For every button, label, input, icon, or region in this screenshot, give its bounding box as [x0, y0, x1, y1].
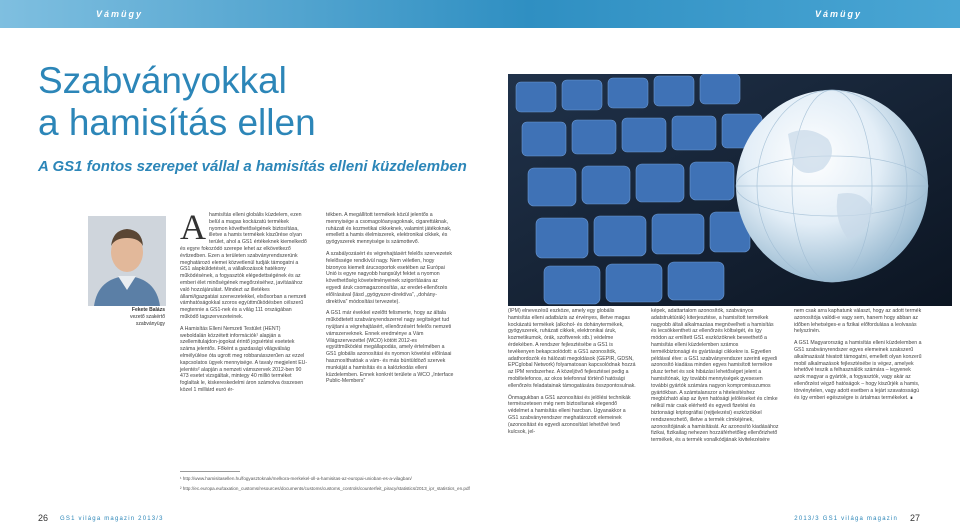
footnote-2: ² http://ec.europa.eu/taxation_customs/resources/documents/customs/customs_controls/counterfeit_piracy/statistics/2013_ipr_statistics_en.pdf — [180, 486, 470, 491]
col2-para-2: A szabályozásért és végrehajtásért felelős szervezetek felelőssége rendkívül nagy. Nem véletlen, hogy bizonyos kiemelt árucsoportok esetében az Európai Unió is egyre nagyobb hangsúlyt fektet a nyomon követhetőség követelményeinek szigorítására az egyedi áruk csomagazonosítás, az eredet-ellenőrzés előírásával (lásd „gyógyszer-direktíva”, „dohány-direktíva” módosítási tervezete). — [326, 250, 453, 305]
dropcap: A — [180, 207, 206, 247]
header-left-label: Vámügy — [96, 9, 144, 19]
footnote-divider — [180, 471, 240, 472]
column-2 — [326, 212, 454, 390]
col2-para-1: tékben. A megállított termékek közül jelentős a mennyisége a csomagolóanyagoknak, cigarettáknak, ruházati és kozmetikai cikkeknek, valamint játékoknak, emellett a hamis élelmiszerek, elektronikai cikkek, és gyógyszerek mennyisége is számottevő. — [326, 212, 452, 246]
author-caption — [40, 307, 165, 328]
title-line-1: Szabványokkal — [38, 60, 287, 101]
col1-text-1: hamisítás elleni globális küzdelem, ezen belül a magas kockázatú termékek nyomon követhetőségének biztosítása, illetve a hamis termékek kiszűrése olyan terület, ahol a GS1 értékeknek kiemelkedő és egyre fokozódó szerepe lehet az elkövetkező évtizedben. Ezen a területen szabványrendszerünk meghatározó elemei közvetlenül tudják támogatni a GS1 alapküldetését, a vállalkozások hatékony működésének, a fogyasztók elégedettségének és az emberi élet minőségének megőrzéséhez, javításához való hozzájárulást. Mindezt az illetékes állami/igazgatási szervezetekkel, elsősorban a nemzeti vámhatóságokkal szoros együttműködésben célszerű megtennie a GS1-nek és a világ 111 országában működő tagszervezeteinek. — [180, 212, 307, 320]
author-portrait — [88, 216, 166, 306]
col1-para-2: A Hamisítás Elleni Nemzeti Testület (HENT) weboldalán közzétett információk¹ alapján a szellemitulajdon-jogokat érintő jogsértési esetetek száma jelentős. Főként a gazdasági világválság elmélyülése óta ugrott meg robbanásszerűen az ezzel kapcsolatos ügyek mennyisége. A tavaly megjelent EU-jelentés² alapján a nemzeti vámszervek 2012-ben 90 473 esetet vizsgáltak, mintegy 40 millió terméket foglaltak le, kiskereskedelmi áron számolva összesen közel 1 milliárd euró ér- — [180, 325, 308, 393]
author-name: Fekete Balázs — [131, 307, 165, 313]
header-bar — [0, 0, 960, 28]
page-number-left: 26 — [38, 513, 49, 523]
footer-magazine-right: 2013/3 GS1 világa magazin — [794, 516, 898, 522]
column-4 — [651, 308, 779, 449]
globe-keyboard-photo — [508, 74, 952, 306]
page-number-right: 27 — [909, 513, 920, 523]
author-role-1: vezető szakértő — [129, 314, 165, 320]
col5-para-1: nem csak arra kaphatunk választ, hogy az adott termék azonosítója valódi-e vagy sem, hanem hogy abban az időben lehetséges-e a fizikai előfordulása a leolvasás helyszínén. — [794, 308, 922, 335]
header-right-label: Vámügy — [814, 9, 862, 19]
column-3 — [508, 308, 636, 440]
column-1 — [180, 207, 308, 399]
col2-para-3: A GS1 már évekkel ezelőtt felismerte, hogy az általa működtetett szabványrendszerrel nagy segítséget tud nyújtani a végrehajtásért, ellenőrzésért felelős nemzeti vámszerveknek. Ennek eredménye a Vám Világszervezettel (WCO) kötött 2012-es együttműködési megállapodás, amely értelmében a GS1 globális azonosítási és nyomon követési előírásai hasznosíthatóak a vám- és más büntüldöző szervek munkáját a hamisítás és a kalózkodás elleni küzdelemben. Ennek konkrét területe a WCO „Interface Public-Members” — [326, 310, 454, 385]
col3-para-1: (IPM) elnevezésű eszköze, amely egy globális hamisítás elleni adatbázis az érvényes, illetve magas kockázatú termékek (alkohol- és dohánytermékek, gyógyszerek, ruházati cikkek, elektronikai áruk, kozmetikumok, órák, szoftverek stb.) védelme érdekében. A rendszer fejlesztésébe a GS1 is tevékenyen bekapcsolódott: a GS1 azonosítók, adathordozók és hálózati megoldások (GEPIR, GDSN, EPCglobal Network) folyamatosan kapcsolódnak hozzá az IPM rendszerhez. A közeljövő fejlesztései pedig a mobiltelefonos, az okos telefonnal történő hatósági ellenőrzés feladatainak támogatására összpontosulnak. — [508, 308, 636, 389]
author-role-2: szabványügy — [135, 321, 165, 327]
col1-para-1 — [180, 207, 308, 321]
article-subtitle: A GS1 fontos szerepet vállal a hamisítás elleni küzdelemben — [38, 158, 467, 175]
footnote-1: ¹ http://www.hamisitasellen.hu/fogyasztoknak/melkora-merkekel-oll-a-hamisitas-az-europai-unioban-es-a-vilagban/ — [180, 476, 412, 481]
col4-para-1: képek, adattartalom azonosítók, szabványos adatstruktúrák) kiterjesztése, a hamisított termékek nagyobb általi alkalmazása megnövelheti a hamisítás és lecsökkentheti az ellenőrzés költségét, és így módon az említett GS1 eszközöknek beveethető a hamisítás elleni küzdelemben számos termékbiztonsági és gyártásági cikkekre is. Egyetlen példával élve: a GS1 szabványrendszer szerinti egyedi azonosító kiadása minden egyes hamisított termékre plusz terhet és sok hibázási lehetőséget jelent a hamisítónak, így további mennyiségek gyesesen további gyártók számára nagyon kompromisszumos gyártókban. A számtalanszor a hitelesítéshez megbízható alap az ilyen hatósági jelöléseket és címke nélkül már csak elérhető és egyedi fizetési és biztonsági kriptográfiai (rejtjelezési) eszközökkel rendszerezhető, illetve a termék címkéjének, azonosítójának a hamisítását. Az azonosító kiadásához fizikai, fizikailag nehezen hozzáférhetőleg ellenőrizhető termékek, és a termék vonalkódjának kivitelezésére — [651, 308, 779, 444]
footer-magazine-left: GS1 világa magazin 2013/3 — [60, 516, 164, 522]
col5-para-2: A GS1 Magyarország a hamisítás elleni küzdelemben a GS1 szabványrendszer egyes elemeinek szakszerű alkalmazását hivatott támogatni, emellett olyan konzerű mobil alkalmazások fejlesztésébe is végez, amelyek lehetővé teszik a felhasználók számára – legyenek azok magyar a gyártók, a fogyasztók, vagy akár az ellenőrzést végző hatóságok – hogy kiszűrjék a hamis, törvénytelen, vagy adott esetben a lejárt szavatosságú és így emberi egészségre is ártalmas termékeket. ∎ — [794, 340, 922, 401]
footnotes — [180, 476, 480, 496]
column-5 — [794, 308, 922, 406]
col3-para-2: Önmagukban a GS1 azonosítási és jelölési technikák természetesen még nem biztosítanak elegendő védelmet a hamisítás elleni harcban. Ugyanakkor a GS1 szabványrendszer meghatározott elemeinek (azonosítást és egyedi azonosítást lehetővé tevő kulcsok, jel- — [508, 394, 631, 435]
title-line-2: a hamisítás ellen — [38, 102, 316, 143]
article-title — [38, 60, 316, 144]
